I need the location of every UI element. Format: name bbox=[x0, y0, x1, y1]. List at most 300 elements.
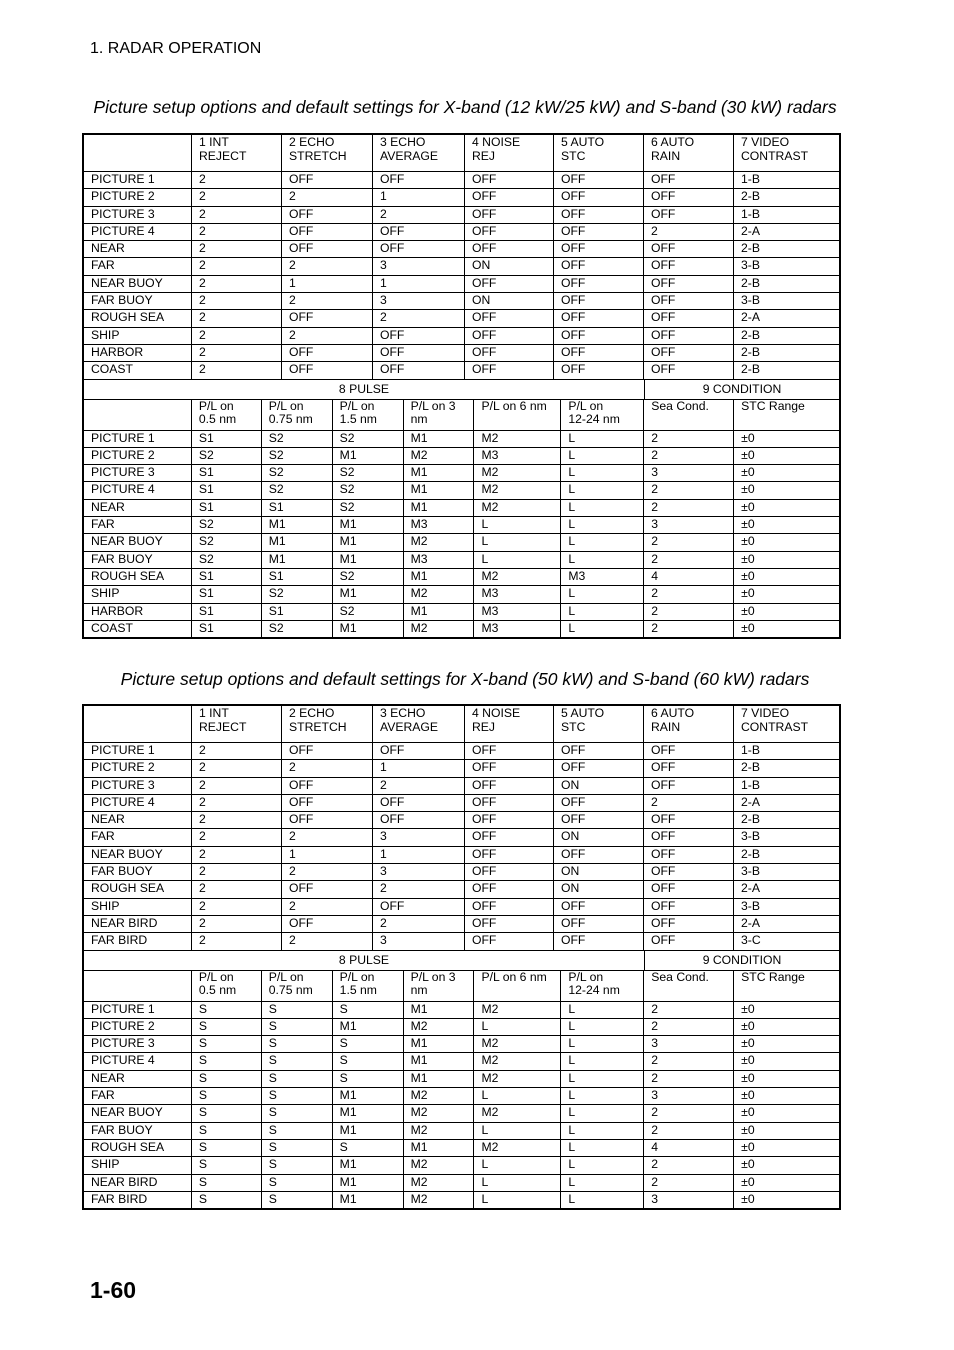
column-header: P/L on 6 nm bbox=[473, 971, 560, 1001]
row-label: PICTURE 4 bbox=[91, 794, 155, 809]
table-cell: S bbox=[332, 1036, 403, 1052]
pulse-header-row bbox=[84, 399, 839, 430]
column-header: P/L on 0.5 nm bbox=[191, 971, 261, 1001]
column-header: 5 AUTO STC bbox=[553, 135, 643, 171]
table-cell: 2 bbox=[191, 241, 281, 257]
table-cell: 2 bbox=[191, 345, 281, 361]
row-label: FAR bbox=[91, 829, 115, 844]
table-cell: S bbox=[261, 1088, 332, 1104]
table-cell: OFF bbox=[553, 760, 643, 776]
table-cell: M3 bbox=[473, 448, 560, 464]
table-cell: ±0 bbox=[733, 517, 839, 533]
table-cell: L bbox=[560, 534, 643, 550]
table-cell: 3-B bbox=[733, 293, 839, 309]
table-cell: 2 bbox=[191, 172, 281, 188]
table-cell: S bbox=[261, 1071, 332, 1087]
table-row bbox=[84, 1191, 839, 1208]
table-cell: 2 bbox=[191, 276, 281, 292]
table-cell: M2 bbox=[473, 1071, 560, 1087]
table-row bbox=[84, 777, 839, 794]
table-cell: 3 bbox=[372, 293, 464, 309]
table-cell: S bbox=[261, 1140, 332, 1156]
table-cell: 2-B bbox=[733, 760, 839, 776]
table2-title: Picture setup options and default settings for X-band (50 kW) and S-band (60 kW) radars bbox=[120, 669, 810, 689]
table2 bbox=[82, 704, 841, 1210]
column-header: 7 VIDEO CONTRAST bbox=[733, 706, 839, 742]
table-cell: M2 bbox=[403, 1175, 474, 1191]
table-cell: S2 bbox=[332, 482, 403, 498]
table-cell: M1 bbox=[332, 1157, 403, 1173]
table-cell: OFF bbox=[643, 916, 733, 932]
table-cell: OFF bbox=[553, 207, 643, 223]
table-cell: M1 bbox=[261, 534, 332, 550]
table-cell: M1 bbox=[261, 517, 332, 533]
table-cell: M1 bbox=[332, 621, 403, 637]
table-row bbox=[84, 516, 839, 533]
table-cell: 2 bbox=[643, 534, 733, 550]
row-label: NEAR BIRD bbox=[91, 915, 158, 930]
table-cell: 2-A bbox=[733, 224, 839, 240]
table-cell: S1 bbox=[191, 621, 261, 637]
table-cell: OFF bbox=[553, 258, 643, 274]
table-cell: OFF bbox=[643, 778, 733, 794]
table-cell: M1 bbox=[332, 1088, 403, 1104]
table-row bbox=[84, 257, 839, 274]
table-cell: 3 bbox=[372, 258, 464, 274]
table-cell: 2 bbox=[643, 1105, 733, 1121]
table-cell: OFF bbox=[464, 743, 553, 759]
table-cell: S1 bbox=[191, 586, 261, 602]
table-cell: OFF bbox=[643, 258, 733, 274]
table1 bbox=[82, 133, 841, 639]
column-header: Sea Cond. bbox=[643, 400, 733, 430]
table-cell: ±0 bbox=[733, 448, 839, 464]
row-label: NEAR BUOY bbox=[91, 1105, 163, 1120]
table-cell: 2 bbox=[643, 431, 733, 447]
table-cell: 2-A bbox=[733, 310, 839, 326]
column-header: P/L on 0.75 nm bbox=[261, 400, 332, 430]
table-cell: ON bbox=[464, 258, 553, 274]
column-header: 3 ECHO AVERAGE bbox=[372, 135, 464, 171]
table-cell: S bbox=[191, 1105, 261, 1121]
table-cell: OFF bbox=[464, 345, 553, 361]
table-cell: L bbox=[560, 1002, 643, 1018]
table-cell: OFF bbox=[643, 345, 733, 361]
table-cell: ±0 bbox=[733, 1036, 839, 1052]
table-cell: M2 bbox=[403, 621, 474, 637]
row-label: NEAR bbox=[91, 241, 125, 256]
table-cell: 2 bbox=[372, 916, 464, 932]
row-label: PICTURE 1 bbox=[91, 1001, 155, 1016]
table-cell: L bbox=[560, 1019, 643, 1035]
row-label: SHIP bbox=[91, 898, 120, 913]
table-cell: ON bbox=[553, 864, 643, 880]
table-cell: OFF bbox=[643, 899, 733, 915]
row-label: PICTURE 2 bbox=[91, 760, 155, 775]
table-cell: 2 bbox=[191, 778, 281, 794]
table-cell: OFF bbox=[372, 795, 464, 811]
table-cell: OFF bbox=[464, 916, 553, 932]
table-row bbox=[84, 499, 839, 516]
table-cell: S bbox=[261, 1192, 332, 1208]
table-row bbox=[84, 344, 839, 361]
table-cell: 2-B bbox=[733, 345, 839, 361]
table-cell: 2 bbox=[281, 864, 372, 880]
table-cell: OFF bbox=[281, 916, 372, 932]
table-cell: OFF bbox=[281, 224, 372, 240]
table-cell: 3-B bbox=[733, 829, 839, 845]
table-cell: M2 bbox=[403, 1192, 474, 1208]
table-cell: OFF bbox=[281, 812, 372, 828]
table-cell: M2 bbox=[473, 482, 560, 498]
table-cell: 2 bbox=[191, 881, 281, 897]
table-cell: OFF bbox=[643, 207, 733, 223]
table-cell: ±0 bbox=[733, 1002, 839, 1018]
row-label: COAST bbox=[91, 620, 133, 635]
table-cell: OFF bbox=[643, 760, 733, 776]
table-cell: L bbox=[560, 1036, 643, 1052]
table-row bbox=[84, 361, 839, 378]
column-header bbox=[84, 400, 191, 430]
table-row bbox=[84, 430, 839, 447]
table-cell: 2 bbox=[191, 916, 281, 932]
table1-title: Picture setup options and default settings for X-band (12 kW/25 kW) and S-band (30 kW) radars bbox=[93, 97, 837, 117]
table-row bbox=[84, 932, 839, 949]
table-cell: OFF bbox=[464, 933, 553, 949]
row-label: NEAR bbox=[91, 812, 125, 827]
table-cell: 4 bbox=[643, 1140, 733, 1156]
table-cell: 3 bbox=[372, 933, 464, 949]
table-cell: M2 bbox=[403, 1123, 474, 1139]
table-cell: OFF bbox=[372, 899, 464, 915]
table-cell: L bbox=[560, 465, 643, 481]
table-cell: 2-A bbox=[733, 795, 839, 811]
table-cell: 2 bbox=[191, 207, 281, 223]
table-cell: 1 bbox=[372, 847, 464, 863]
table-cell: 2 bbox=[643, 1002, 733, 1018]
table-row bbox=[84, 1087, 839, 1104]
table-cell: OFF bbox=[643, 172, 733, 188]
row-label: PICTURE 2 bbox=[91, 189, 155, 204]
table-cell: L bbox=[560, 1053, 643, 1069]
table-cell: 2 bbox=[643, 552, 733, 568]
row-label: FAR BIRD bbox=[91, 1191, 148, 1206]
table-cell: OFF bbox=[372, 743, 464, 759]
table-cell: 1 bbox=[372, 760, 464, 776]
table-cell: M2 bbox=[403, 448, 474, 464]
table-cell: M2 bbox=[403, 1019, 474, 1035]
row-label: PICTURE 3 bbox=[91, 206, 155, 221]
table-cell: S2 bbox=[191, 552, 261, 568]
table-row bbox=[84, 171, 839, 188]
table-cell: M3 bbox=[560, 569, 643, 585]
table-cell: S2 bbox=[261, 621, 332, 637]
table-cell: M2 bbox=[473, 1036, 560, 1052]
table-cell: 3 bbox=[372, 829, 464, 845]
table-cell: S bbox=[191, 1192, 261, 1208]
column-header: 6 AUTO RAIN bbox=[643, 135, 733, 171]
table-cell: 2 bbox=[643, 621, 733, 637]
table-cell: M1 bbox=[332, 448, 403, 464]
table-cell: S bbox=[261, 1036, 332, 1052]
table-cell: M3 bbox=[473, 586, 560, 602]
table-cell: 2-B bbox=[733, 362, 839, 378]
table-row bbox=[84, 240, 839, 257]
table-cell: 3 bbox=[372, 864, 464, 880]
table-cell: 2 bbox=[191, 864, 281, 880]
table-cell: 1-B bbox=[733, 778, 839, 794]
table-cell: 2 bbox=[191, 189, 281, 205]
table-cell: ±0 bbox=[733, 569, 839, 585]
table-cell: M1 bbox=[332, 1123, 403, 1139]
table-cell: OFF bbox=[281, 881, 372, 897]
table-cell: ON bbox=[553, 778, 643, 794]
table-cell: 2 bbox=[643, 224, 733, 240]
table-cell: OFF bbox=[553, 795, 643, 811]
table-cell: OFF bbox=[464, 362, 553, 378]
table-cell: 2 bbox=[281, 328, 372, 344]
table-cell: 3-B bbox=[733, 864, 839, 880]
table-cell: OFF bbox=[464, 224, 553, 240]
table-cell: 2 bbox=[191, 847, 281, 863]
table-cell: 2 bbox=[281, 189, 372, 205]
group-header-row bbox=[84, 379, 839, 399]
table-cell: ±0 bbox=[733, 604, 839, 620]
table-cell: 4 bbox=[643, 569, 733, 585]
table-row bbox=[84, 292, 839, 309]
table-cell: M1 bbox=[403, 1036, 474, 1052]
table-cell: OFF bbox=[464, 864, 553, 880]
table-cell: L bbox=[560, 1088, 643, 1104]
table-cell: L bbox=[473, 1157, 560, 1173]
table-row bbox=[84, 794, 839, 811]
table-cell: S2 bbox=[332, 500, 403, 516]
table-row bbox=[84, 223, 839, 240]
table-row bbox=[84, 275, 839, 292]
table-cell: 2 bbox=[191, 362, 281, 378]
table-cell: ±0 bbox=[733, 534, 839, 550]
table-cell: OFF bbox=[643, 829, 733, 845]
row-label: FAR BUOY bbox=[91, 293, 153, 308]
table-cell: 2-B bbox=[733, 189, 839, 205]
table-cell: OFF bbox=[464, 899, 553, 915]
table-cell: L bbox=[560, 1105, 643, 1121]
table-cell: 2 bbox=[643, 795, 733, 811]
row-label: NEAR bbox=[91, 1070, 125, 1085]
row-label: FAR BUOY bbox=[91, 1122, 153, 1137]
table-cell: L bbox=[560, 552, 643, 568]
table-cell: OFF bbox=[281, 795, 372, 811]
column-header bbox=[84, 135, 191, 171]
row-label: PICTURE 3 bbox=[91, 777, 155, 792]
column-header: 6 AUTO RAIN bbox=[643, 706, 733, 742]
table-cell: S2 bbox=[332, 604, 403, 620]
table-cell: L bbox=[560, 482, 643, 498]
table-cell: M3 bbox=[473, 604, 560, 620]
table-cell: OFF bbox=[372, 328, 464, 344]
table-cell: OFF bbox=[643, 864, 733, 880]
table-cell: 2 bbox=[643, 1157, 733, 1173]
row-label: FAR bbox=[91, 517, 115, 532]
table-cell: 2 bbox=[191, 933, 281, 949]
table-cell: OFF bbox=[553, 812, 643, 828]
row-label: PICTURE 1 bbox=[91, 172, 155, 186]
row-label: PICTURE 2 bbox=[91, 447, 155, 462]
table-cell: OFF bbox=[553, 189, 643, 205]
table-cell: OFF bbox=[372, 172, 464, 188]
group-header: 8 PULSE bbox=[338, 952, 390, 967]
table-row bbox=[84, 327, 839, 344]
table-cell: M3 bbox=[403, 552, 474, 568]
table-row bbox=[84, 1174, 839, 1191]
table-cell: OFF bbox=[464, 881, 553, 897]
table-cell: S2 bbox=[332, 569, 403, 585]
table-cell: 2 bbox=[191, 743, 281, 759]
settings-header-row bbox=[84, 135, 839, 171]
table-cell: 1-B bbox=[733, 743, 839, 759]
table-cell: L bbox=[560, 1140, 643, 1156]
table-cell: 2 bbox=[191, 899, 281, 915]
table-row bbox=[84, 880, 839, 897]
table-cell: 2-A bbox=[733, 881, 839, 897]
table-cell: M1 bbox=[332, 1019, 403, 1035]
column-header: P/L on 6 nm bbox=[473, 400, 560, 430]
column-header: P/L on 0.75 nm bbox=[261, 971, 332, 1001]
group-header: 9 CONDITION bbox=[644, 380, 839, 399]
table-row bbox=[84, 603, 839, 620]
table-cell: M1 bbox=[332, 1175, 403, 1191]
table-cell: S bbox=[332, 1071, 403, 1087]
table-cell: S bbox=[261, 1123, 332, 1139]
table-cell: M1 bbox=[332, 534, 403, 550]
table-cell: S bbox=[191, 1175, 261, 1191]
table-cell: ON bbox=[464, 293, 553, 309]
table-cell: M2 bbox=[473, 1053, 560, 1069]
row-label: ROUGH SEA bbox=[91, 881, 165, 896]
column-header bbox=[84, 971, 191, 1001]
column-header: 1 INT REJECT bbox=[191, 135, 281, 171]
table-cell: S2 bbox=[261, 431, 332, 447]
group-header: 9 CONDITION bbox=[644, 951, 839, 970]
table-cell: ±0 bbox=[733, 1157, 839, 1173]
table-row bbox=[84, 898, 839, 915]
table-cell: ±0 bbox=[733, 465, 839, 481]
table-cell: S bbox=[261, 1157, 332, 1173]
table-cell: OFF bbox=[643, 881, 733, 897]
table-cell: S bbox=[261, 1053, 332, 1069]
table-cell: S2 bbox=[191, 448, 261, 464]
column-header: 7 VIDEO CONTRAST bbox=[733, 135, 839, 171]
table-cell: OFF bbox=[643, 310, 733, 326]
table-cell: OFF bbox=[643, 241, 733, 257]
column-header: P/L on 3 nm bbox=[403, 971, 474, 1001]
table-cell: 3-B bbox=[733, 258, 839, 274]
column-header: 2 ECHO STRETCH bbox=[281, 706, 372, 742]
table-cell: S1 bbox=[191, 604, 261, 620]
pulse-header-row bbox=[84, 970, 839, 1001]
table-cell: M1 bbox=[403, 604, 474, 620]
row-label: ROUGH SEA bbox=[91, 1139, 165, 1154]
table-cell: 2 bbox=[643, 1053, 733, 1069]
table-cell: OFF bbox=[643, 743, 733, 759]
table-row bbox=[84, 188, 839, 205]
table-row bbox=[84, 585, 839, 602]
table-cell: 1-B bbox=[733, 172, 839, 188]
row-label: NEAR BUOY bbox=[91, 534, 163, 549]
table-cell: M2 bbox=[403, 1105, 474, 1121]
table-cell: M3 bbox=[403, 517, 474, 533]
table-cell: S2 bbox=[261, 586, 332, 602]
column-header: P/L on 12-24 nm bbox=[560, 971, 643, 1001]
table-cell: S2 bbox=[261, 482, 332, 498]
table-cell: S2 bbox=[191, 517, 261, 533]
table-cell: 1 bbox=[281, 276, 372, 292]
table-cell: OFF bbox=[281, 778, 372, 794]
table-cell: 2 bbox=[191, 328, 281, 344]
column-header: STC Range bbox=[733, 400, 839, 430]
table-cell: S1 bbox=[261, 604, 332, 620]
table-cell: M1 bbox=[403, 1140, 474, 1156]
table-cell: OFF bbox=[553, 276, 643, 292]
column-header: 5 AUTO STC bbox=[553, 706, 643, 742]
row-label: NEAR BIRD bbox=[91, 1174, 158, 1189]
table-cell: 2 bbox=[643, 604, 733, 620]
row-label: HARBOR bbox=[91, 603, 144, 618]
table-row bbox=[84, 1104, 839, 1121]
table-cell: OFF bbox=[464, 760, 553, 776]
row-label: PICTURE 4 bbox=[91, 1053, 155, 1068]
table-cell: 2 bbox=[191, 310, 281, 326]
row-label: PICTURE 2 bbox=[91, 1018, 155, 1033]
table-cell: OFF bbox=[553, 899, 643, 915]
table-cell: 1 bbox=[372, 189, 464, 205]
table-cell: OFF bbox=[464, 847, 553, 863]
table-cell: 2-B bbox=[733, 276, 839, 292]
table-cell: M1 bbox=[403, 482, 474, 498]
table-cell: 3 bbox=[643, 1036, 733, 1052]
column-header: STC Range bbox=[733, 971, 839, 1001]
table-row bbox=[84, 1070, 839, 1087]
table-row bbox=[84, 759, 839, 776]
table-cell: OFF bbox=[281, 743, 372, 759]
table-cell: 3 bbox=[643, 517, 733, 533]
table-cell: L bbox=[473, 1019, 560, 1035]
table-cell: S bbox=[191, 1019, 261, 1035]
table-cell: 2 bbox=[643, 482, 733, 498]
table-cell: ±0 bbox=[733, 1071, 839, 1087]
table-cell: ±0 bbox=[733, 1088, 839, 1104]
table-cell: M2 bbox=[473, 465, 560, 481]
table-row bbox=[84, 206, 839, 223]
column-header: 4 NOISE REJ bbox=[464, 135, 553, 171]
table-cell: M2 bbox=[473, 569, 560, 585]
column-header: Sea Cond. bbox=[643, 971, 733, 1001]
row-label: PICTURE 1 bbox=[91, 430, 155, 445]
table-cell: 2 bbox=[372, 207, 464, 223]
table-row bbox=[84, 551, 839, 568]
table-cell: OFF bbox=[464, 778, 553, 794]
table-cell: ±0 bbox=[733, 431, 839, 447]
table-cell: OFF bbox=[464, 189, 553, 205]
table-cell: L bbox=[473, 1088, 560, 1104]
table-cell: M1 bbox=[332, 1192, 403, 1208]
table-cell: M2 bbox=[403, 1088, 474, 1104]
table-cell: OFF bbox=[464, 829, 553, 845]
table-cell: 1-B bbox=[733, 207, 839, 223]
table-cell: L bbox=[560, 604, 643, 620]
table-cell: ±0 bbox=[733, 1105, 839, 1121]
settings-header-row bbox=[84, 706, 839, 742]
